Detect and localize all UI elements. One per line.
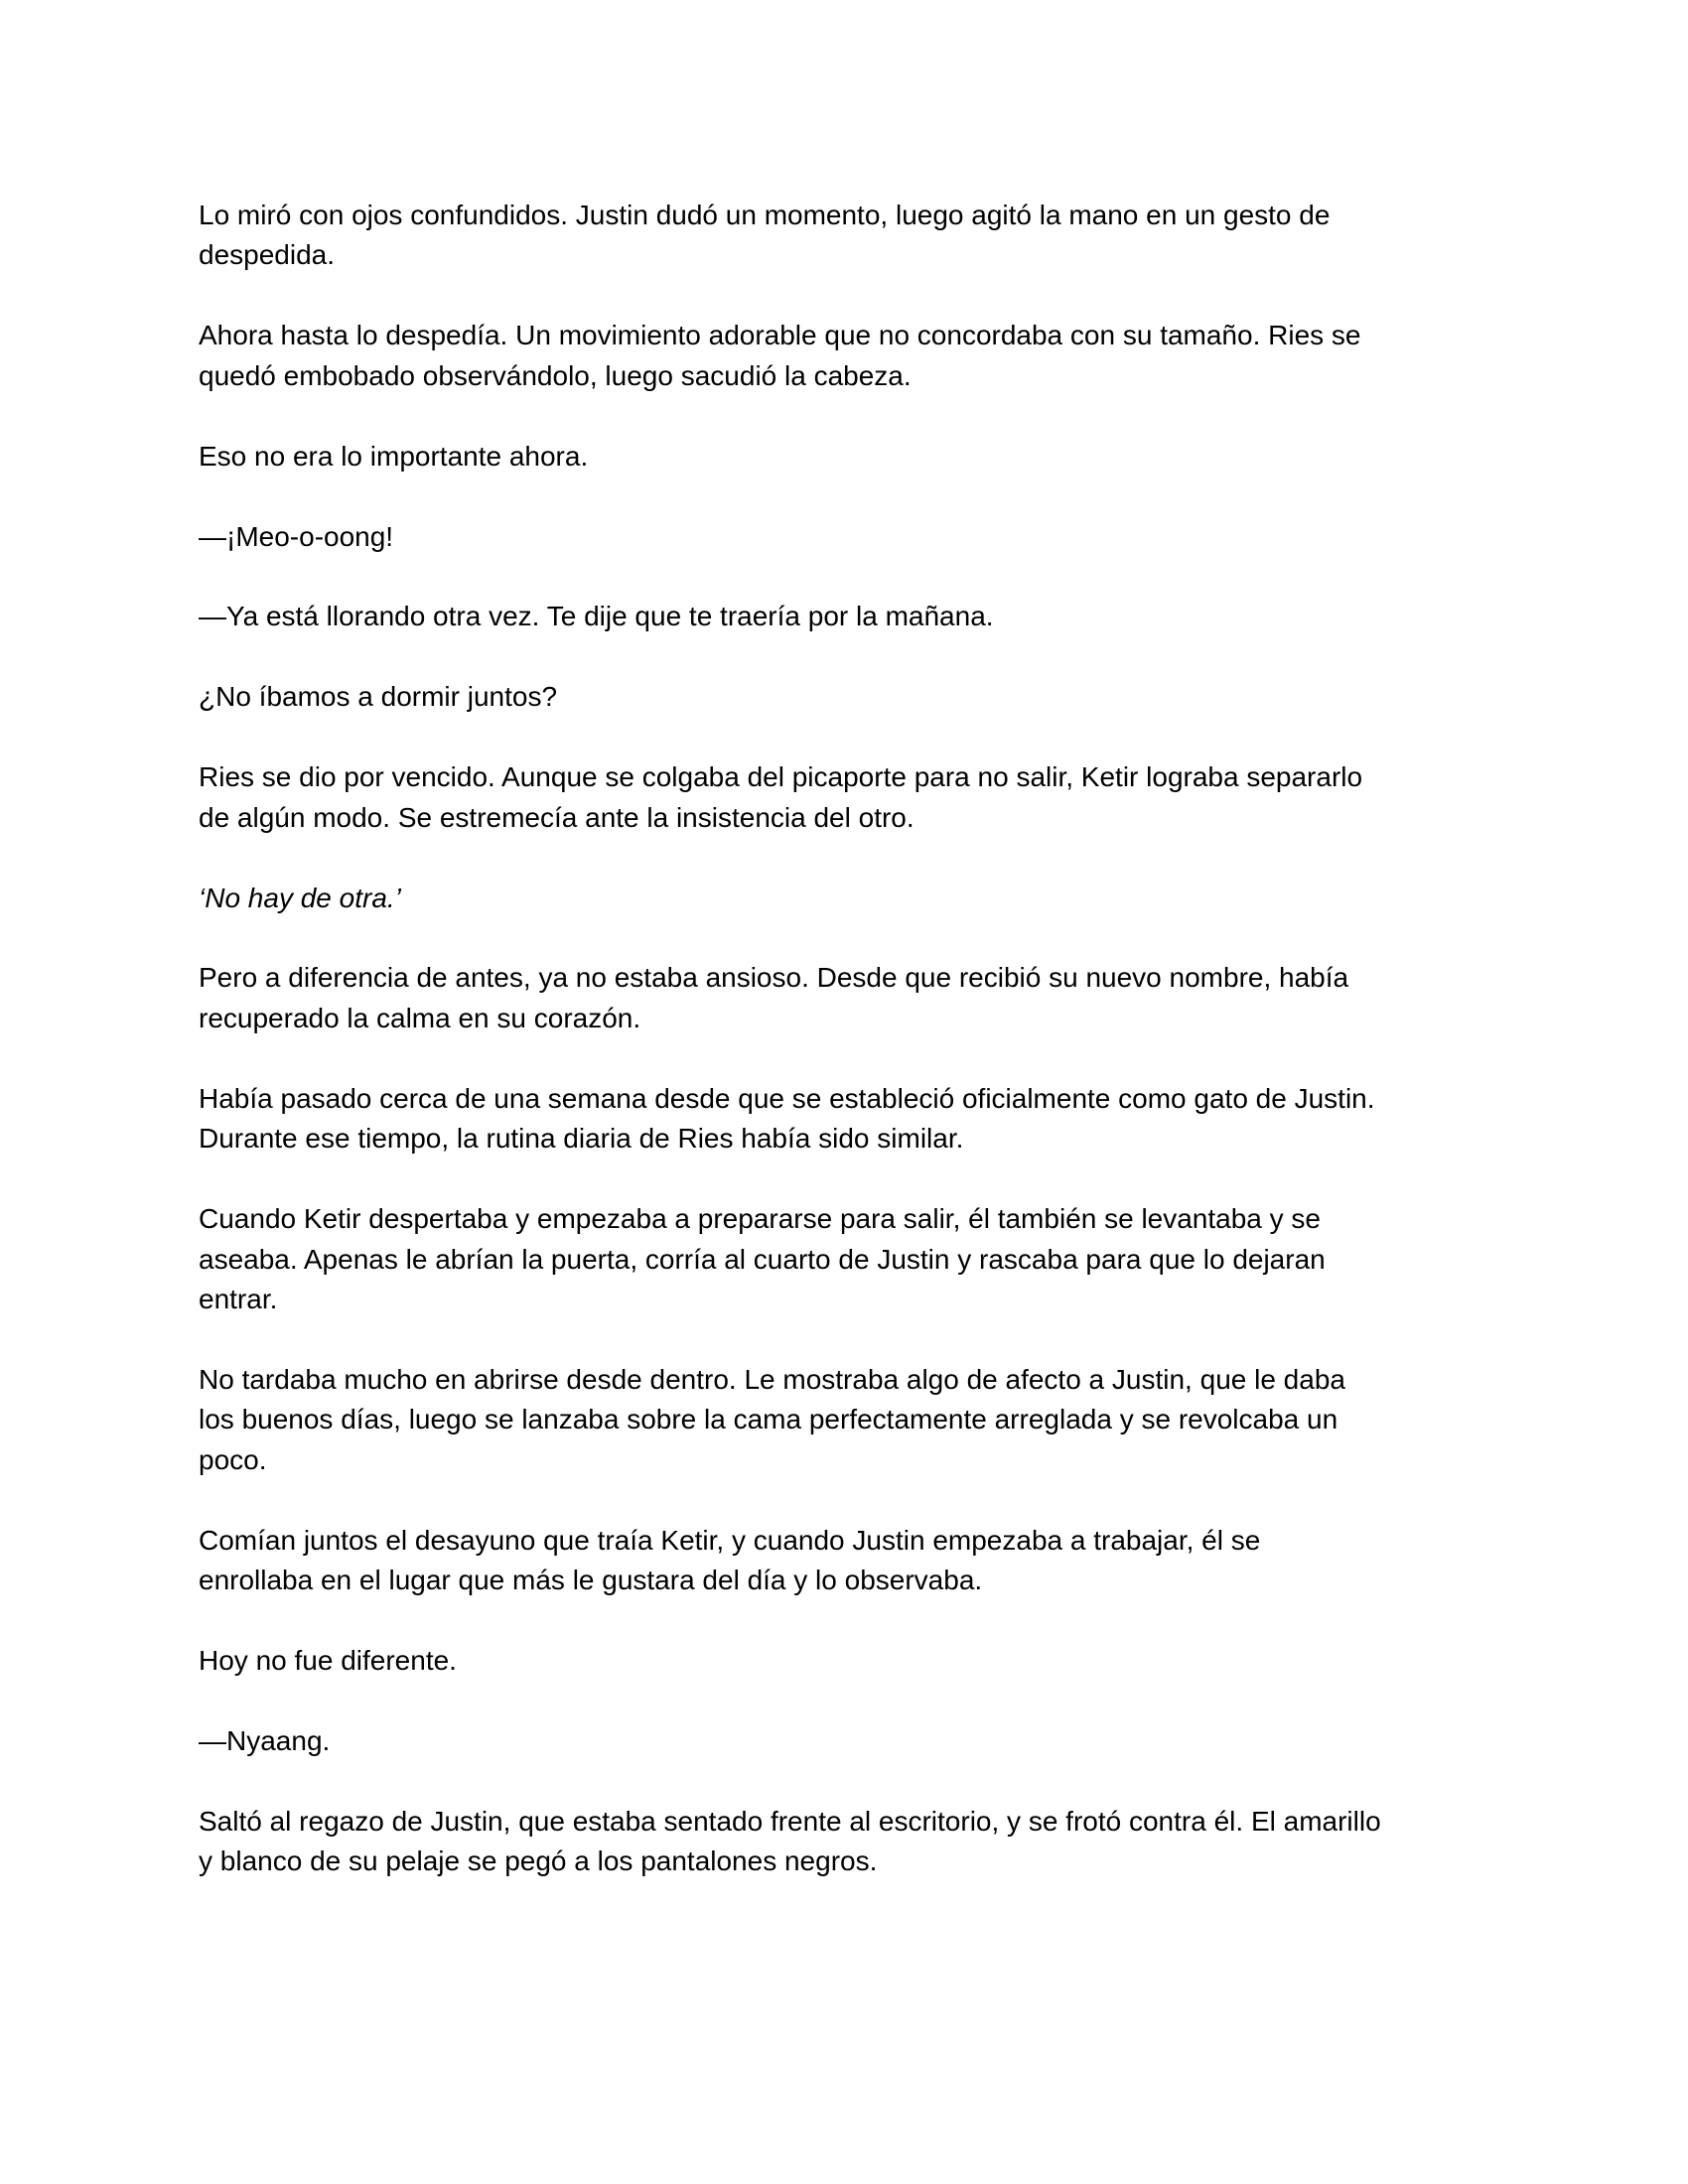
text-line: enrollaba en el lugar que más le gustara del día y lo observaba. — [199, 1565, 983, 1596]
text-line: Ahora hasta lo despedía. Un movimiento adorable que no concordaba con su tamaño. Ries se — [199, 320, 1361, 351]
text-line: Comían juntos el desayuno que traía Ketir, y cuando Justin empezaba a trabajar, él se — [199, 1524, 1261, 1556]
paragraph — [199, 677, 1499, 717]
text-line: Cuando Ketir despertaba y empezaba a prepararse para salir, él también se levantaba y se — [199, 1203, 1322, 1235]
paragraph — [199, 437, 1499, 477]
text-line: No tardaba mucho en abrirse desde dentro. Le mostraba algo de afecto a Justin, que le daba — [199, 1363, 1345, 1395]
text-line: Saltó al regazo de Justin, que estaba sentado frente al escritorio, y se frotó contra él. El amarillo — [199, 1805, 1381, 1837]
paragraph — [199, 1199, 1499, 1319]
text-line: —Nyaang. — [199, 1725, 331, 1756]
text-line: los buenos días, luego se lanzaba sobre la cama perfectamente arreglada y se revolcaba un — [199, 1404, 1338, 1435]
text-line: —Ya está llorando otra vez. Te dije que te traería por la mañana. — [199, 601, 994, 632]
text-line: Eso no era lo importante ahora. — [199, 440, 589, 472]
paragraph — [199, 1521, 1499, 1601]
text-line: Pero a diferencia de antes, ya no estaba ansioso. Desde que recibió su nuevo nombre, había — [199, 962, 1349, 994]
text-line: poco. — [199, 1443, 267, 1475]
text-line: Durante ese tiempo, la rutina diaria de Ries había sido similar. — [199, 1123, 964, 1155]
paragraph — [199, 1360, 1499, 1480]
paragraph — [199, 1079, 1499, 1160]
paragraph — [199, 316, 1499, 396]
dialogue-paragraph — [199, 597, 1499, 636]
dialogue-paragraph — [199, 1721, 1499, 1761]
paragraph — [199, 1802, 1499, 1882]
document-body — [199, 196, 1499, 1922]
text-line: quedó embobado observándolo, luego sacudió la cabeza. — [199, 359, 912, 391]
text-line: despedida. — [199, 239, 336, 271]
text-line: Había pasado cerca de una semana desde que se estableció oficialmente como gato de Justin. — [199, 1082, 1375, 1114]
text-line: recuperado la calma en su corazón. — [199, 1002, 641, 1033]
text-line: Lo miró con ojos confundidos. Justin dudó un momento, luego agitó la mano en un gesto de — [199, 200, 1331, 230]
italic-thought-paragraph — [199, 879, 1499, 918]
text-line: entrar. — [199, 1284, 278, 1315]
paragraph — [199, 196, 1499, 276]
text-line: —¡Meo-o-oong! — [199, 520, 394, 552]
text-line: ¿No íbamos a dormir juntos? — [199, 681, 558, 713]
text-line: Ries se dio por vencido. Aunque se colgaba del picaporte para no salir, Ketir lograba separarlo — [199, 761, 1363, 793]
dialogue-paragraph — [199, 517, 1499, 557]
paragraph — [199, 958, 1499, 1038]
text-line: Hoy no fue diferente. — [199, 1645, 457, 1677]
text-line: de algún modo. Se estremecía ante la insistencia del otro. — [199, 801, 914, 833]
text-line: aseaba. Apenas le abrían la puerta, corría al cuarto de Justin y rascaba para que lo dejaran — [199, 1243, 1326, 1275]
text-line: ‘No hay de otra.’ — [199, 882, 401, 913]
paragraph — [199, 1641, 1499, 1681]
text-line: y blanco de su pelaje se pegó a los pantalones negros. — [199, 1845, 878, 1877]
paragraph — [199, 757, 1499, 838]
